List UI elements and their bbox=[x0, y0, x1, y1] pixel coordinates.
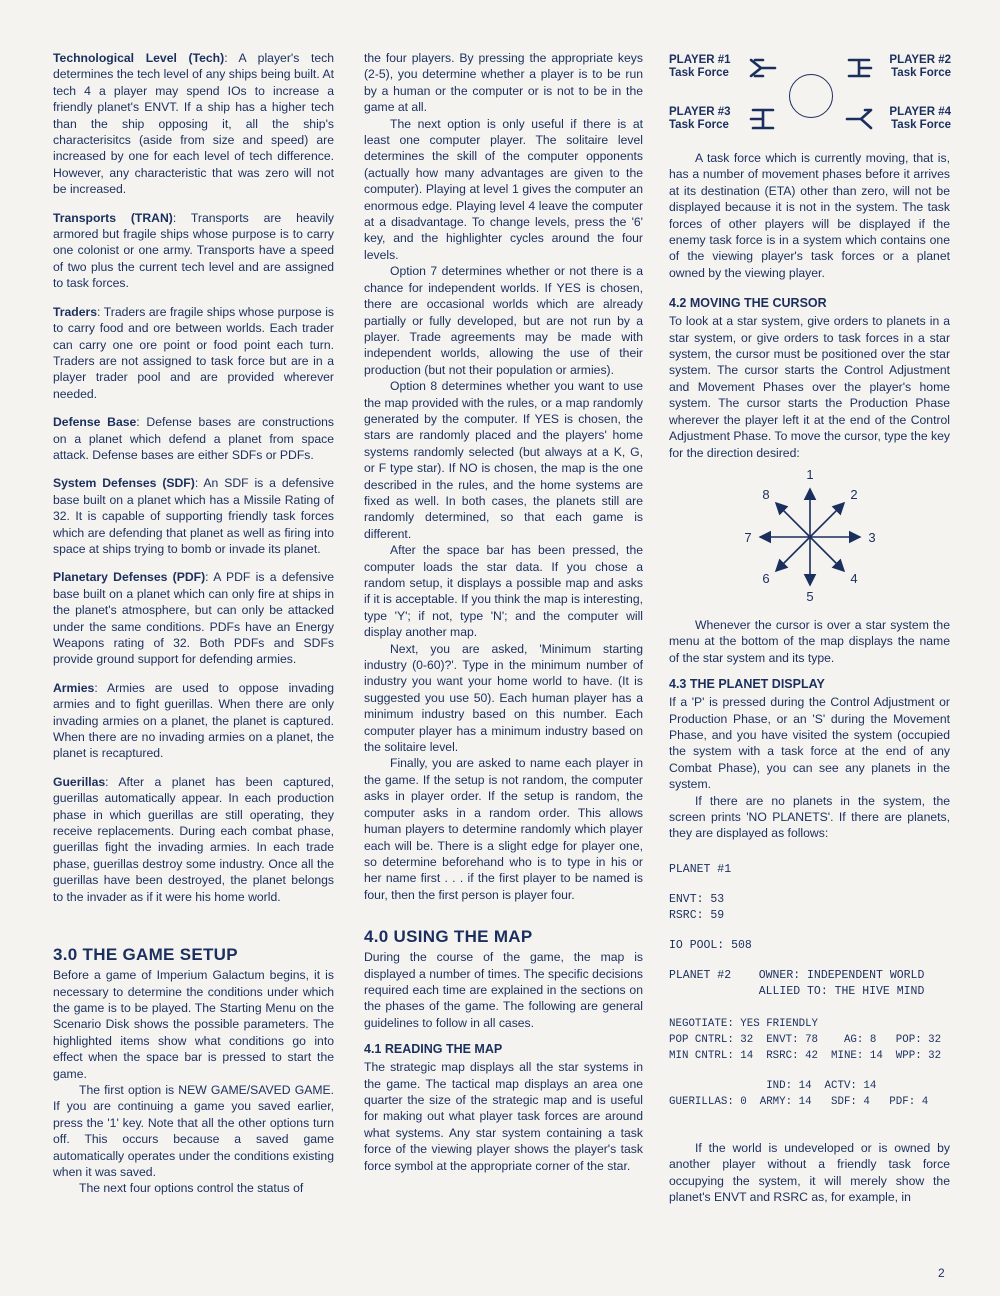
screen-planet2-owner: PLANET #2 OWNER: INDEPENDENT WORLD ALLIED TO: THE HIVE MIND bbox=[669, 968, 925, 998]
planet-paragraph-2: If there are no planets in the system, the screen prints 'NO PLANETS'. If there are planets, they are displayed as follows: bbox=[669, 793, 950, 841]
reading-heading: 4.1 READING THE MAP bbox=[364, 1042, 503, 1057]
column-right bbox=[669, 50, 950, 1205]
dir-6-label: 6 bbox=[761, 570, 770, 586]
tran-term: Transports (TRAN) bbox=[53, 210, 173, 225]
defbase-paragraph bbox=[53, 414, 334, 463]
tech-paragraph bbox=[53, 50, 334, 198]
industry-paragraph: Next, you are asked, 'Minimum starting industry (0-60)?'. Type in the minimum number of industry you want your home world to have. (It is suggested you use 50). Each human player has a minimum industry based on this number. Each computer player has a minimum industry based on the solitaire level. bbox=[364, 641, 643, 755]
map-heading: 4.0 USING THE MAP bbox=[364, 927, 533, 947]
tran-paragraph bbox=[53, 210, 334, 292]
player4-label bbox=[889, 106, 951, 132]
dir-7-label: 7 bbox=[743, 529, 752, 545]
pdf-paragraph bbox=[53, 569, 334, 667]
player2-label bbox=[889, 54, 951, 80]
defbase-text: : Defense bases are constructions on a planet which defend a planet from space attack. Defense bases are either SDFs or PDFs. bbox=[53, 415, 334, 462]
dir-8-label: 8 bbox=[761, 486, 770, 502]
player3-name: PLAYER #3 bbox=[669, 106, 731, 118]
player1-symbol-icon bbox=[749, 56, 777, 80]
player1-label bbox=[669, 54, 731, 80]
dir-4-label: 4 bbox=[849, 570, 858, 586]
undeveloped-paragraph: If the world is undeveloped or is owned by another player without a friendly task force occupying the system, it will merely show the planet's ENVT and RSRC as, for example, in bbox=[669, 1140, 950, 1204]
tran-text: : Transports are heavily armored but fragile ships whose purpose is to carry one colonist or one army. Transports have a speed of two plus the current tech level and are assigned to task forces. bbox=[53, 210, 335, 291]
cursor-paragraph: To look at a star system, give orders to planets in a star system, or give orders to task forces in a star system, the cursor must be positioned over the star system. The cursor starts the Control Adjustment and Movement Phases over the player's home system. The cursor starts the Production Phase wherever the player left it at the end of the Control Adjustment Phase. To move the cursor, type the key for the direction desired: bbox=[669, 314, 950, 460]
player3-symbol-icon bbox=[749, 106, 777, 132]
screen-io-pool: IO POOL: 508 bbox=[669, 938, 752, 952]
player2-name: PLAYER #2 bbox=[889, 54, 951, 66]
dir-2-label: 2 bbox=[849, 486, 858, 502]
page-number: 2 bbox=[938, 1266, 945, 1280]
player4-name: PLAYER #4 bbox=[889, 106, 951, 118]
players-paragraph: the four players. By pressing the appropriate keys (2-5), you determine whether a player is to be run by a human or the computer or is not to be in the game at all. bbox=[364, 51, 643, 115]
player2-sub: Task Force bbox=[891, 67, 951, 79]
planet-screen-display bbox=[669, 862, 950, 1110]
cursor-menu-paragraph: Whenever the cursor is over a star system the menu at the bottom of the map displays the name of the star system and its type. bbox=[669, 617, 950, 665]
player2-symbol-icon bbox=[845, 56, 873, 80]
player4-symbol-icon bbox=[845, 106, 873, 132]
task-force-symbols bbox=[669, 50, 950, 142]
reading-paragraph: The strategic map displays all the star systems in the game. The tactical map displays an area one quarter the size of the strategic map and is useful for making out what player task forces are around what systems. Any star system containing a task force of the viewing player shows the player's task force symbol at the appropriate corner of the star. bbox=[364, 1060, 643, 1173]
traders-paragraph bbox=[53, 304, 334, 402]
guerillas-term: Guerillas bbox=[53, 774, 106, 789]
player3-label bbox=[669, 106, 731, 132]
dir-5-label: 5 bbox=[805, 588, 814, 604]
defbase-term: Defense Base bbox=[53, 415, 137, 430]
sdf-term: System Defenses (SDF) bbox=[53, 476, 195, 491]
screen-stats: NEGOTIATE: YES FRIENDLY POP CNTRL: 32 ENVT: 78 AG: 8 POP: 32 MIN CNTRL: 14 RSRC: 42 MINE: 14 WPP: 32 bbox=[669, 1017, 942, 1062]
guerillas-text: : After a planet has been captured, guerillas automatically appear. In each production phase in which guerillas are still operating, they receive replacements. During each combat phase, guerillas fight the invading armies. In each trade phase, guerillas destroy some industry. Once all the guerillas have been destroyed, the planet belongs to the invader as if it were his home world. bbox=[53, 774, 334, 904]
armies-term: Armies bbox=[53, 680, 95, 695]
sdf-text: : An SDF is a defensive base built on a planet which has a Missile Rating of 32. It is capable of supporting friendly task forces which are defending that planet as well as firing into space at ships trying to bomb or invade its planet. bbox=[53, 476, 334, 556]
player1-name: PLAYER #1 bbox=[669, 54, 731, 66]
dir-3-label: 3 bbox=[867, 529, 876, 545]
sdf-paragraph bbox=[53, 475, 334, 557]
armies-paragraph bbox=[53, 680, 334, 762]
screen-envt-rsrc: ENVT: 53 RSRC: 59 bbox=[669, 892, 725, 922]
pdf-term: Planetary Defenses (PDF) bbox=[53, 570, 206, 585]
traders-text: : Traders are fragile ships whose purpose is to carry food and ore between worlds. Each trader can carry one ore point or food point each turn. Traders are not assigned to task force but are in a player trader pool and are provided wherever needed. bbox=[53, 304, 334, 401]
setup-paragraph-1: Before a game of Imperium Galactum begins, it is necessary to determine the conditions under which the game is to be played. The Starting Menu on the Scenario Disk shows the possible parameters. The highlighted items show what conditions go into effect when the space bar is pressed to start the game. bbox=[53, 968, 334, 1081]
tech-text: : A player's tech determines the tech level of any ships being built. At tech 4 a player may spend IOs to increase a friendly planet's ENVT. If a ship has a higher tech than the ship opposing it, all the ship's characterisitcs (aside from size and speed) are increased by one for each level of tech difference. However, any characteristic that was zero will not be increased. bbox=[53, 51, 334, 197]
planet-paragraph-1: If a 'P' is pressed during the Control Adjustment or Production Phase, or an 'S' during the Movement Phase, and you have visited the system (occupied the system with a task force at the end of any Combat Phase), you can see any planets in the system. bbox=[669, 695, 950, 792]
spacebar-paragraph: After the space bar has been pressed, the computer loads the star data. If you chose a random setup, it displays a possible map and asks if it is acceptable. If you think the map is interesting, type 'Y'; if not, type 'N'; and the computer will display another map. bbox=[364, 543, 643, 640]
map-paragraph: During the course of the game, the map is displayed a number of times. The specific decisions required each time are explained in the sections on the phases of the game. The following are general guidelines to follow in all cases. bbox=[364, 950, 643, 1030]
screen-military: IND: 14 ACTV: 14 GUERILLAS: 0 ARMY: 14 SDF: 4 PDF: 4 bbox=[669, 1079, 929, 1108]
column-left bbox=[53, 50, 334, 1197]
pdf-text: : A PDF is a defensive base built on a planet which can only fire at ships in the planet's atmosphere, but can only be attacked under the same conditions. PDFs have an Energy Weapons rating of 32. Both PDFs and SDFs provide ground support for defending armies. bbox=[53, 570, 334, 667]
cursor-heading: 4.2 MOVING THE CURSOR bbox=[669, 296, 827, 311]
player1-sub: Task Force bbox=[669, 67, 729, 79]
setup-heading: 3.0 THE GAME SETUP bbox=[53, 945, 238, 965]
screen-planet1: PLANET #1 bbox=[669, 862, 732, 876]
planet-heading: 4.3 THE PLANET DISPLAY bbox=[669, 677, 825, 692]
player4-sub: Task Force bbox=[891, 119, 951, 131]
guerillas-paragraph bbox=[53, 774, 334, 905]
dir-1-label: 1 bbox=[805, 466, 814, 482]
names-paragraph: Finally, you are asked to name each player in the game. If the setup is not random, the computer asks in player order. If the setup is random, the computer asks in a random order. This allows human players to determine randomly which player each will be. There is a slight edge for player one, so determine beforehand who is to type in his or her name first . . . if the first player to be named is four, then the first person is player four. bbox=[364, 756, 643, 902]
solitaire-paragraph: The next option is only useful if there is at least one computer player. The solitaire level determines the skill of the computer opponents (actually how many advantages are given to the computer). Playing at level 1 gives the computer an enormous edge. Playing level 4 leave the computer at a disadvantage. To change levels, press the '6' key, and the highlighter cycles around the four levels. bbox=[364, 116, 643, 262]
option8-paragraph: Option 8 determines whether you want to use the map provided with the rules, or a map randomly generated by the computer. If YES is chosen, the stars are randomly placed and the players' home systems randomly selected (but always at a K, G, or F type star). If NO is chosen, the map is the one described in the rules, and the home systems are fixed as well. In both cases, the planets still are randomly determined, so that each game is different. bbox=[364, 379, 643, 541]
task-force-paragraph: A task force which is currently moving, that is, has a number of movement phases before it arrives at its destination (ETA) other than zero, will not be displayed because it is not in the system. The task forces of other players will be displayed if the enemy task force is in a system which contains one of the viewing player's task forces or a planet owned by the viewing player. bbox=[669, 151, 950, 280]
traders-term: Traders bbox=[53, 304, 98, 319]
tech-term: Technological Level (Tech) bbox=[53, 51, 225, 65]
setup-paragraph-2: The first option is NEW GAME/SAVED GAME. If you are continuing a game you saved earlier, press the '1' key. Note that all the other options turn off. This occurs because a saved game automatically operates under the conditions existing when it was saved. bbox=[53, 1082, 334, 1179]
player3-sub: Task Force bbox=[669, 119, 729, 131]
armies-text: : Armies are used to oppose invading armies and to fight guerillas. When there are only invading armies on a planet, the planet is captured. When there are no invading armies on a planet, the planet is recaptured. bbox=[53, 680, 334, 761]
star-circle-icon bbox=[789, 74, 833, 118]
column-middle bbox=[364, 50, 643, 1174]
direction-compass-icon bbox=[730, 467, 890, 607]
option7-paragraph: Option 7 determines whether or not there is a chance for independent worlds. If YES is chosen, there are occasional worlds which are already partially or fully developed, but are not run by a player. Trade agreements may be made with independent worlds, allowing the use of their production (but not their population or armies). bbox=[364, 264, 643, 377]
setup-paragraph-3: The next four options control the status of bbox=[79, 1181, 304, 1196]
